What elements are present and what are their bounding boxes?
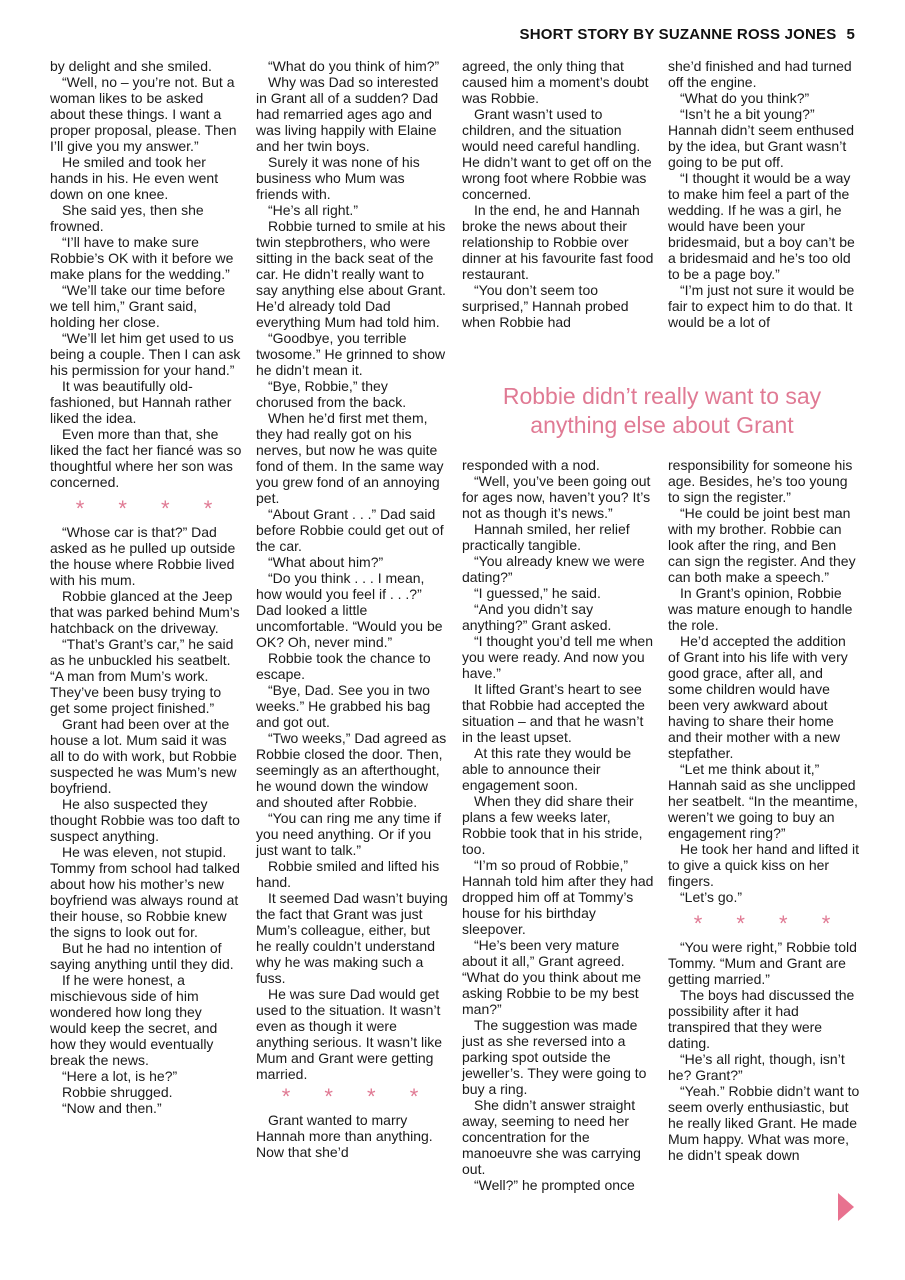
paragraph: Robbie glanced at the Jeep that was parked behind Mum’s hatchback on the driveway. [50,588,240,636]
paragraph: by delight and she smiled. [50,58,212,74]
paragraph: responsibility for someone his age. Besides, he’s too young to sign the register.” [668,457,853,505]
paragraph: Surely it was none of his business who Mum was friends with. [256,154,420,202]
paragraph: He took her hand and lifted it to give a quick kiss on her fingers. [668,841,860,889]
paragraph: Robbie turned to smile at his twin stepbrothers, who were sitting in the back seat of the car. He didn’t really want to say anything else about Grant. He’d already told Dad everything Mum had told him. [256,218,446,330]
paragraph: “That’s Grant’s car,” he said as he unbuckled his seatbelt. “A man from Mum’s work. They’ve been busy trying to get some project finished.” [50,636,234,716]
page-number: 5 [846,26,855,43]
paragraph: She didn’t answer straight away, seeming to need her concentration for the manoeuvre she was carrying out. [462,1097,641,1177]
text-column-2 [256,58,448,1160]
paragraph: Robbie took the chance to escape. [256,650,431,682]
paragraph-group [668,939,860,1163]
text-column-4-bottom [668,457,860,1163]
paragraph: Robbie shrugged. [62,1084,173,1100]
section-break: * * * * [281,1084,433,1109]
paragraph: agreed, the only thing that caused him a moment’s doubt was Robbie. [462,58,649,106]
paragraph: “About Grant . . .” Dad said before Robbie could get out of the car. [256,506,444,554]
paragraph: “You already knew we were dating?” [462,553,645,585]
paragraph: “What do you think of him?” [268,58,440,74]
paragraph: “He could be joint best man with my brother. Robbie can look after the ring, and Ben can sign the register. And they can both make a speech.” [668,505,856,585]
paragraph: “Well?” he prompted once [474,1177,635,1193]
paragraph: At this rate they would be able to announce their engagement soon. [462,745,632,793]
paragraph: If he were honest, a mischievous side of him wondered how long they would keep the secret, and how they would eventually break the news. [50,972,218,1068]
paragraph-group [462,106,654,330]
paragraph: “Two weeks,” Dad agreed as Robbie closed the door. Then, seemingly as an afterthought, he wound down the window and shouted after Robbie. [256,730,447,810]
page-header [520,26,856,43]
paragraph: “I guessed,” he said. [474,585,601,601]
paragraph: He’d accepted the addition of Grant into his life with very good grace, after all, and some children would have been very awkward about having to share their home and their mother with a new stepfather. [668,633,848,761]
text-column-3-top [462,58,654,330]
paragraph: “Do you think . . . I mean, how would you feel if . . .?” Dad looked a little uncomfortable. “Would you be OK? Oh, never mind.” [256,570,443,650]
paragraph: “Whose car is that?” Dad asked as he pulled up outside the house where Robbie lived with his mum. [50,524,236,588]
paragraph: When they did share their plans a few weeks later, Robbie took that in his stride, too. [462,793,643,857]
paragraph: “Yeah.” Robbie didn’t want to seem overly enthusiastic, but he really liked Grant. He made Mum happy. What was more, he didn’t speak down [668,1083,860,1163]
paragraph: “We’ll take our time before we tell him,” Grant said, holding her close. [50,282,226,330]
paragraph: “He’s all right.” [268,202,358,218]
text-column-4-top [668,58,860,330]
paragraph: When he’d first met them, they had really got on his nerves, but now he was quite fond of them. In the same way you grew fond of an annoying pet. [256,410,444,506]
paragraph: Even more than that, she liked the fact her fiancé was so thoughtful where her son was concerned. [50,426,242,490]
paragraph: It seemed Dad wasn’t buying the fact that Grant was just Mum’s colleague, either, but he really couldn’t understand why he was making such a fuss. [256,890,448,986]
paragraph: “I thought it would be a way to make him feel a part of the wedding. If he was a girl, he would have been your bridesmaid, but a boy can’t be a bridesmaid and he’s too old to be a page boy.” [668,170,855,282]
paragraph: Why was Dad so interested in Grant all of a sudden? Dad had remarried ages ago and was living happily with Elaine and her twin boys. [256,74,439,154]
continue-arrow-icon [838,1193,854,1221]
paragraph: “Isn’t he a bit young?” Hannah didn’t seem enthused by the idea, but Grant wasn’t going to be put off. [668,106,855,170]
paragraph: He also suspected they thought Robbie was too daft to suspect anything. [50,796,240,844]
paragraph: He smiled and took her hands in his. He even went down on one knee. [50,154,219,202]
paragraph: She said yes, then she frowned. [50,202,204,234]
paragraph: It lifted Grant’s heart to see that Robbie had accepted the situation – and that he wasn’t in the least upset. [462,681,645,745]
pull-quote: Robbie didn’t really want to say anything else about Grant [502,383,822,438]
story-byline: SHORT STORY BY SUZANNE ROSS JONES [519,26,837,43]
paragraph: “I’ll have to make sure Robbie’s OK with it before we make plans for the wedding.” [50,234,234,282]
paragraph: “Let’s go.” [680,889,742,905]
paragraph: It was beautifully old-fashioned, but Hannah rather liked the idea. [50,378,232,426]
paragraph: “Here a lot, is he?” [62,1068,178,1084]
paragraph: The suggestion was made just as she reversed into a parking spot outside the jeweller’s. They were going to buy a ring. [462,1017,647,1097]
paragraph: “I’m so proud of Robbie,” Hannah told him after they had dropped him off at Tommy’s house for his birthday sleepover. [462,857,654,937]
paragraph: Robbie smiled and lifted his hand. [256,858,440,890]
paragraph: “Bye, Dad. See you in two weeks.” He grabbed his bag and got out. [256,682,431,730]
paragraph: “What do you think?” [680,90,810,106]
text-column-1 [50,58,242,1116]
paragraph: In the end, he and Hannah broke the news about their relationship to Robbie over dinner at his favourite fast food restaurant. [462,202,654,282]
paragraph: He was eleven, not stupid. Tommy from school had talked about how his mother’s new boyfriend was always round at their house, so Robbie knew the signs to look out for. [50,844,240,940]
paragraph-group [668,90,860,330]
paragraph: “Well, you’ve been going out for ages now, haven’t you? It’s not as though it’s news.” [462,473,651,521]
text-column-3-bottom [462,457,654,1193]
paragraph: Grant wasn’t used to children, and the situation would need careful handling. He didn’t want to get off on the wrong foot where Robbie was concerned. [462,106,652,202]
paragraph: “Let me think about it,” Hannah said as she unclipped her seatbelt. “In the meantime, weren’t we going to buy an engagement ring?” [668,761,858,841]
paragraph-group [50,524,242,1116]
paragraph: “You don’t seem too surprised,” Hannah probed when Robbie had [462,282,629,330]
paragraph-group [668,505,860,905]
paragraph-group [256,1112,448,1160]
paragraph: “What about him?” [268,554,384,570]
paragraph: Grant wanted to marry Hannah more than anything. Now that she’d [256,1112,433,1160]
section-break: * * * * [693,911,845,936]
paragraph: Hannah smiled, her relief practically tangible. [462,521,630,553]
paragraph-group [50,74,242,490]
paragraph: The boys had discussed the possibility after it had transpired that they were dating. [668,987,855,1051]
paragraph: “He’s been very mature about it all,” Grant agreed. “What do you think about me asking Robbie to be my best man?” [462,937,641,1017]
paragraph: “Goodbye, you terrible twosome.” He grinned to show he didn’t mean it. [256,330,446,378]
paragraph: “I thought you’d tell me when you were ready. And now you have.” [462,633,653,681]
paragraph: “You were right,” Robbie told Tommy. “Mum and Grant are getting married.” [668,939,857,987]
paragraph: In Grant’s opinion, Robbie was mature enough to handle the role. [668,585,853,633]
paragraph: “We’ll let him get used to us being a couple. Then I can ask his permission for your hand.” [50,330,241,378]
paragraph: “I’m just not sure it would be fair to expect him to do that. It would be a lot of [668,282,855,330]
paragraph-group [462,473,654,1193]
paragraph: “He’s all right, though, isn’t he? Grant?” [668,1051,845,1083]
paragraph-group [256,58,448,1082]
paragraph: “You can ring me any time if you need anything. Or if you just want to talk.” [256,810,442,858]
section-break: * * * * [75,496,227,521]
paragraph: she’d finished and had turned off the engine. [668,58,852,90]
paragraph: “And you didn’t say anything?” Grant asked. [462,601,612,633]
paragraph: Grant had been over at the house a lot. Mum said it was all to do with work, but Robbie suspected he was Mum’s new boyfriend. [50,716,237,796]
paragraph: “Well, no – you’re not. But a woman likes to be asked about these things. I want a proper proposal, please. Then I’ll give you my answer.” [50,74,237,154]
paragraph: But he had no intention of saying anything until they did. [50,940,234,972]
paragraph: responded with a nod. [462,457,600,473]
paragraph: “Now and then.” [62,1100,162,1116]
paragraph: “Bye, Robbie,” they chorused from the back. [256,378,407,410]
paragraph: He was sure Dad would get used to the situation. It wasn’t even as though it were anything serious. It wasn’t like Mum and Grant were getting married. [256,986,442,1082]
